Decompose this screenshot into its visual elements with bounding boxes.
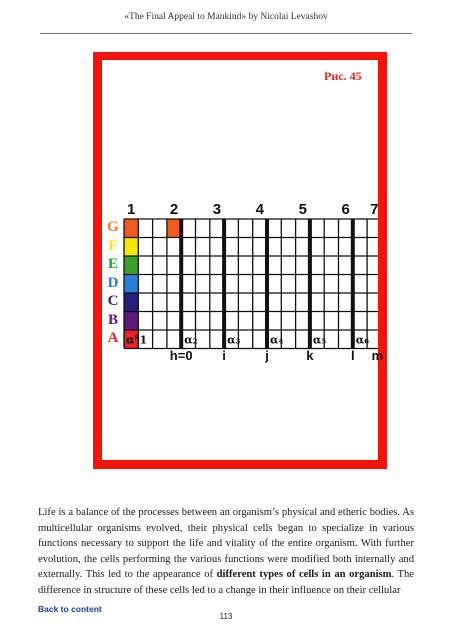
alpha-label: α₆ [355,333,370,347]
grid-cell-highlight [167,219,181,238]
grid-cell-fill [124,219,138,238]
bottom-label: l [350,348,355,363]
column-number: 7 [370,201,379,218]
row-label: D [107,274,119,291]
bottom-labels [102,346,384,366]
row-label: G [107,219,119,235]
alpha-label: α₂ [184,333,198,347]
bottom-label: m [371,348,384,363]
grid-cell-fill [124,275,138,294]
alpha-label: α₃ [227,333,241,347]
figure-panel [93,52,387,469]
bottom-label: j [265,348,269,363]
alpha-label: α₅ [312,333,327,347]
column-number: 2 [169,201,179,218]
row-label: F [108,237,118,254]
row-label: E [107,256,118,272]
body-text-lead: Life is a balance of the processes between an organism’s physical and etheric bodies. As multicellular organisms evolved, their physical cells began to specialize in various functions necessary to support the life and vitality of the entire organism. With further evolution, the cells performing the various functions were modified both internally and externally. This led to the appearance of [38,507,414,581]
body-text-bold: different types of cells in an organism [216,569,392,581]
row-label: A [107,330,119,346]
figure-caption: Рис. 45 [324,69,362,83]
running-header: «The Final Appeal to Mankind» by Nicolai Levashov [124,12,328,22]
column-number: 1 [126,201,136,218]
body-text-tail: . The difference in structure of these cells led to a change in their influence on their cellular [38,569,415,596]
column-number: 3 [212,201,222,218]
column-number: 4 [255,201,265,218]
figure-inner [102,60,384,460]
body-paragraph [38,505,414,599]
column-number: 5 [298,201,307,218]
page-number: 113 [219,612,233,621]
column-number: 6 [341,201,350,218]
grid-cell-fill [124,238,138,257]
grid-cell-fill [124,256,138,275]
grid-cell-fill [124,293,138,312]
bottom-label: k [306,348,314,363]
body-text [38,505,414,599]
row-label: C [107,293,119,309]
bottom-label: i [222,348,226,363]
cell-grid [102,60,378,360]
alpha-label: αᵀ1 [126,333,148,347]
header-rule [40,33,412,34]
bottom-label: h=0 [169,348,193,363]
back-to-content-link[interactable]: Back to content [38,604,102,614]
alpha-label: α₄ [270,333,284,347]
grid-cell-fill [124,312,138,331]
row-label: B [107,311,118,328]
